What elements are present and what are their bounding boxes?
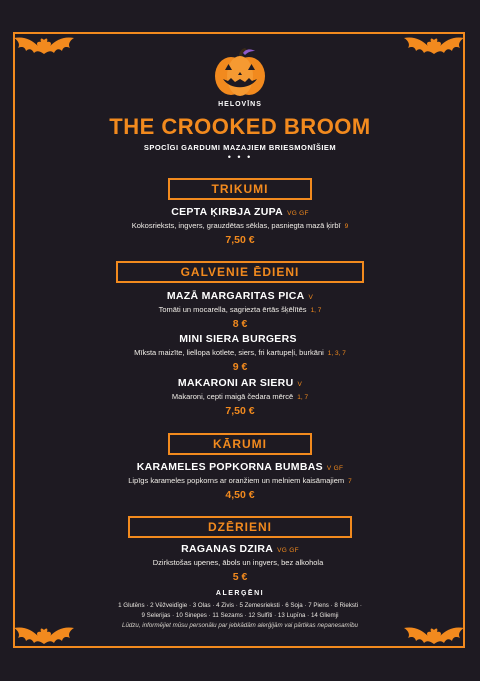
allergen-legend bbox=[0, 590, 480, 629]
dish-name: KARAMELES POPKORNA BUMBAS bbox=[136, 461, 323, 473]
diet-tag: VG GF bbox=[287, 210, 309, 217]
dish-description: Makaroni, cepti maigā čedara mērcē bbox=[171, 392, 294, 401]
allergen-heading: ALERĢĒNI bbox=[215, 590, 265, 597]
dish-price: 9 € bbox=[232, 361, 248, 373]
dish-price: 8 € bbox=[232, 318, 248, 330]
diet-tag: VG GF bbox=[277, 547, 299, 554]
dish-price: 7,50 € bbox=[225, 234, 255, 246]
section-header-starters: TRIKUMI bbox=[168, 178, 312, 200]
eyebrow: HELOVĪNS bbox=[218, 101, 262, 108]
dish-price: 5 € bbox=[232, 571, 248, 583]
menu-item bbox=[0, 333, 480, 373]
dish-description: Dzirkstošas upenes, ābols un ingvers, bez alkohola bbox=[152, 558, 324, 567]
menu-item bbox=[0, 377, 480, 417]
dish-description: Lipīgs karameles popkorns ar oranžiem un melniem kaisāmajiem bbox=[128, 476, 345, 485]
section-header-desserts: KĀRUMI bbox=[168, 433, 312, 455]
subtitle: SPOCĪGI GARDUMI MAZAJIEM BRIESMONĪŠIEM bbox=[143, 143, 337, 152]
diet-tag: V bbox=[297, 381, 303, 388]
allergy-note: Lūdzu, informējiet mūsu personālu par jebkādām alerģijām vai pārtikas nepanesamību bbox=[122, 622, 358, 629]
dish-description: Kokosrieksts, ingvers, grauzdētas sēklas, pasniegta mazā ķirbī bbox=[131, 221, 341, 230]
allergen-codes: 1, 7 bbox=[297, 394, 309, 401]
menu-item bbox=[0, 543, 480, 583]
diet-tag: V GF bbox=[326, 465, 344, 472]
allergen-list-line: 1 Glutēns · 2 Vēžveidīgie · 3 Olas · 4 Zivis · 5 Zemesrieksti · 6 Soja · 7 Piens · 8 Rieksti · bbox=[118, 602, 362, 609]
allergen-codes: 7 bbox=[348, 478, 352, 485]
dish-description: Tomāti un mocarella, sagriezta ērtās šķēlītēs bbox=[158, 305, 307, 314]
section-header-drinks: DZĒRIENI bbox=[128, 516, 352, 538]
dish-name: MINI SIERA BURGERS bbox=[179, 333, 297, 345]
dish-name: MAZĀ MARGARITAS PICA bbox=[166, 290, 305, 302]
dish-price: 4,50 € bbox=[225, 489, 255, 501]
dish-name: RAGANAS DZIRA bbox=[181, 543, 274, 555]
section-header-mains: GALVENIE ĒDIENI bbox=[116, 261, 364, 283]
allergen-codes: 1, 3, 7 bbox=[327, 350, 346, 357]
bat-icon bbox=[12, 30, 76, 60]
restaurant-title: THE CROOKED BROOM bbox=[109, 114, 371, 139]
allergen-list-line: 9 Selerijas · 10 Sinepes · 11 Sezams · 12 Sulfīti · 13 Lupīna · 14 Gliemji bbox=[141, 612, 339, 619]
bat-icon bbox=[402, 30, 466, 60]
allergen-codes: 1, 7 bbox=[310, 307, 322, 314]
menu-item bbox=[0, 290, 480, 330]
dish-name: MAKARONI AR SIERU bbox=[177, 377, 294, 389]
dish-description: Mīksta maizīte, liellopa kotlete, siers, fri kartupeļi, burkāni bbox=[134, 348, 324, 357]
dish-name: CEPTA ĶIRBJA ZUPA bbox=[171, 206, 284, 218]
jack-o-lantern-icon bbox=[212, 47, 268, 97]
dish-price: 7,50 € bbox=[225, 405, 255, 417]
divider-dots: • • • bbox=[227, 152, 253, 162]
menu-item bbox=[0, 461, 480, 501]
allergen-codes: 9 bbox=[344, 223, 349, 230]
diet-tag: V bbox=[308, 294, 314, 301]
menu-item bbox=[0, 206, 480, 246]
